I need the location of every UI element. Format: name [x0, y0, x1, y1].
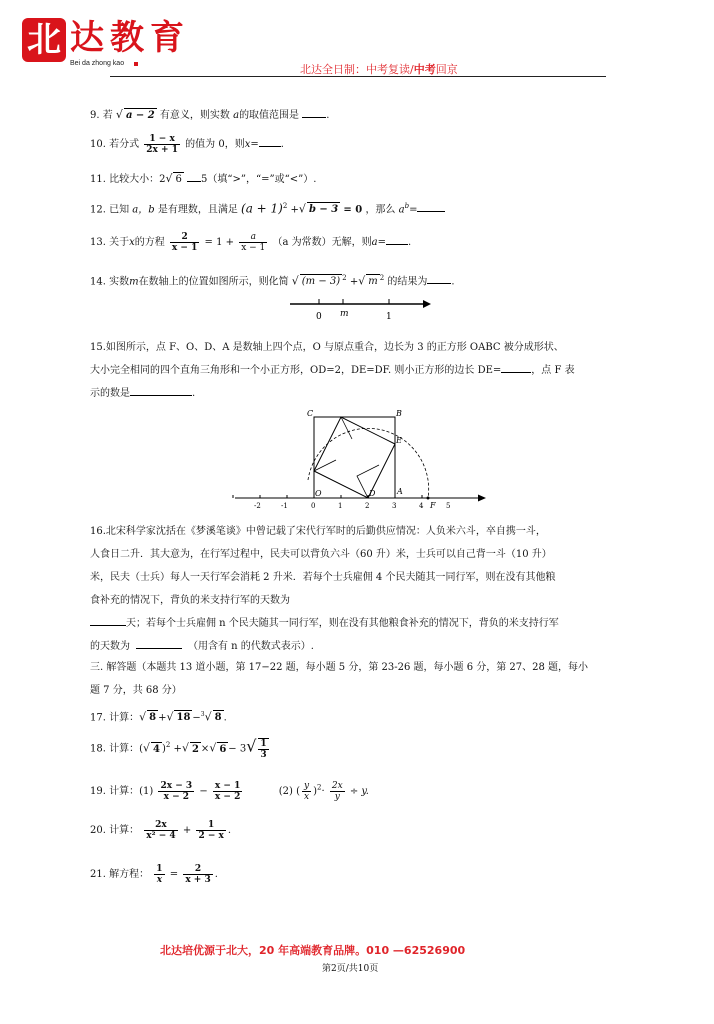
header-rule — [110, 76, 606, 77]
q13-fraction-2 — [239, 232, 267, 253]
q17-number: 17. — [90, 712, 106, 724]
q17-r3: 8 — [214, 712, 222, 724]
q14-answer-blank[interactable] — [427, 274, 451, 284]
tick-label: -1 — [281, 502, 288, 510]
q19-minus: − — [199, 786, 208, 797]
tick-label: 5 — [446, 502, 451, 510]
logo — [22, 14, 212, 76]
tick-label: 2 — [365, 502, 370, 510]
q16-line4: 食补充的情况下，背负的米支持行军的天数为 — [90, 595, 290, 606]
q12-eq: = — [409, 204, 418, 216]
tick-label: 3 — [392, 502, 397, 510]
q17-plus: + — [158, 712, 167, 724]
q21-dot: . — [214, 869, 218, 880]
question-16 — [90, 520, 630, 658]
q17-r1: 8 — [149, 712, 157, 724]
radical-sign: √ — [291, 274, 299, 288]
q11-number: 11. — [90, 174, 106, 185]
q17-pre: 计算： — [109, 712, 140, 724]
question-20 — [90, 820, 231, 841]
q19-dot: · — [321, 786, 325, 797]
q20-number: 20. — [90, 825, 106, 836]
q13-f1-den: x − 1 — [171, 243, 198, 253]
q14-var: m — [129, 276, 139, 288]
radical-sign: √ — [246, 736, 257, 756]
axis-label-0: 0 — [316, 312, 322, 322]
header-slogan — [300, 61, 458, 77]
q15-figure — [230, 408, 490, 518]
q11-answer-blank[interactable] — [187, 172, 201, 182]
q12-expr1: (a + 1) — [241, 201, 283, 216]
q10-answer-blank[interactable] — [259, 137, 281, 147]
section-3-heading — [90, 656, 630, 702]
q17-dot: . — [223, 712, 227, 724]
q16-line6a: 的天数为 — [90, 641, 130, 652]
q18-sup: 2 — [165, 741, 171, 750]
q20-fraction-1 — [144, 820, 177, 841]
slogan-part-a: 北达全日制：中考复读/ — [300, 63, 414, 76]
q15-number: 15. — [90, 342, 106, 353]
q20-f2-den: 2 − x — [198, 831, 224, 841]
q16-line5: 天；若每个士兵雇佣 n 个民夫随其一同行军，则在没有其他粮食补充的情况下，背负的米支持行军 — [126, 618, 559, 629]
q18-paren-open: ( — [139, 743, 143, 755]
label-f: F — [430, 501, 436, 510]
question-21 — [90, 864, 218, 885]
q15-blank-de[interactable] — [501, 363, 531, 373]
q15-blank-f[interactable] — [130, 386, 192, 396]
inner-tilted-square — [314, 417, 395, 498]
axis-label-1: 1 — [386, 312, 392, 322]
q19-end: ÷ y. — [349, 786, 369, 797]
q13-f2-num: a — [239, 232, 267, 243]
q19-fraction-1 — [158, 781, 194, 802]
label-o: O — [315, 489, 322, 498]
q19-pre: 计算：(1) — [109, 786, 154, 797]
logo-dot — [134, 62, 138, 66]
radical-sign: √ — [115, 108, 123, 121]
q18-pre: 计算： — [109, 743, 140, 755]
radical-sign: √ — [181, 741, 189, 755]
axis-arrow — [423, 300, 431, 308]
q13-dot: . — [407, 237, 412, 248]
q17-r2: 18 — [176, 712, 191, 724]
q14-radicand-1: (m − 3) — [301, 276, 341, 288]
question-10 — [90, 134, 284, 155]
q19-f2-num: x − 1 — [214, 781, 241, 791]
q19-f3-num: y — [304, 781, 310, 791]
q12-sup1: 2 — [282, 202, 288, 210]
q18-times: × — [200, 743, 210, 755]
q14-radicand-2: m — [368, 276, 378, 288]
q16-line1: 16.北宋科学家沈括在《梦溪笔谈》中曾记载了宋代行军时的后勤供应情况：人负米六斗，卒自携一斗， — [90, 526, 546, 537]
radical-sign: √ — [166, 710, 174, 724]
q19-f4-num: 2x — [331, 781, 343, 791]
q13-f2-den: x − 1 — [241, 243, 266, 253]
q12-pre: 已知 — [109, 204, 130, 216]
q19-f1-num: 2x − 3 — [160, 781, 193, 791]
label-a: A — [397, 487, 403, 496]
q12-pow-base: a — [398, 204, 405, 216]
q18-minus: − 3 — [228, 743, 247, 755]
q17-minus: − — [192, 712, 201, 724]
point-f — [427, 497, 430, 500]
q9-pre: 若 — [102, 110, 113, 121]
question-19: 19. 计算：(1) $\frac{2x - 3}{x - 2}$ − $\frac{x - 1}{x - 2}$ (2) ( $\frac{y}{x}$ )$^2$· $\frac{2x}{y}$ ÷ y. — [90, 781, 369, 802]
q13-eq2: = — [377, 237, 386, 248]
question-12 — [90, 200, 445, 216]
axis-label-m: m — [340, 309, 349, 319]
axis-arrow — [478, 495, 486, 502]
q12-radicand: b − 3 — [308, 204, 339, 216]
q19-fraction-4 — [330, 781, 345, 802]
slogan-part-c: 回京 — [435, 63, 458, 76]
q18-fraction — [258, 738, 268, 760]
label-e: E — [396, 436, 402, 445]
q9-answer-blank[interactable] — [302, 108, 326, 118]
q20-f2-num: 1 — [196, 820, 225, 831]
page-number: 第2页/共10页 — [322, 964, 379, 974]
q15-line2a: 大小完全相同的四个直角三角形和一个小正方形，OD=2，DE=DF. 则小正方形的边长 DE= — [90, 365, 502, 376]
q9-var: a — [233, 110, 240, 121]
q13-f1-num: 2 — [170, 232, 199, 243]
q12-plus: + — [290, 204, 299, 216]
q14-plus: + — [349, 276, 359, 288]
q14-sup: 2 — [342, 274, 347, 282]
q18-number: 18. — [90, 743, 106, 755]
question-15 — [90, 336, 630, 405]
q12-answer-blank[interactable] — [417, 202, 445, 212]
square-oabc — [314, 417, 395, 498]
q16-line3: 米，民夫（士兵）每人一天行军会消耗 2 升米．若每个士兵雇佣 4 个民夫随其一同行军，则在没有其他粮 — [90, 572, 556, 583]
radical-sign: √ — [143, 741, 151, 755]
label-b: B — [396, 409, 402, 418]
q17-cube-index: 3 — [200, 711, 205, 718]
footer-ad: 北达培优源于北大，20 年高端教育品牌。010 —62526900 — [160, 944, 466, 957]
q14-sup-2: 2 — [379, 274, 385, 282]
q13-note: （a 为常数）无解，则 — [272, 237, 372, 248]
q19-fraction-3 — [302, 781, 311, 802]
radical-sign: √ — [209, 741, 217, 755]
q18-r3: 6 — [219, 743, 227, 755]
q16-blank-2[interactable] — [136, 639, 182, 649]
q12-pow-exp: b — [404, 202, 410, 210]
q21-number: 21. — [90, 869, 106, 880]
question-13 — [90, 232, 411, 253]
q20-f1-den: x² − 4 — [146, 831, 176, 841]
q21-f2-den: x + 3 — [185, 875, 211, 885]
q14-mid: 在数轴上的位置如图所示，则化简 — [138, 276, 289, 288]
q15-line2b: ，点 F 表 — [531, 365, 575, 376]
q10-pre: 若分式 — [109, 139, 140, 150]
tick-label: -2 — [254, 502, 261, 510]
q13-eq: = 1 + — [204, 237, 235, 248]
q18-plus: + — [173, 743, 182, 755]
q11-coef: 2 — [159, 174, 166, 185]
q13-fraction-1 — [170, 232, 199, 253]
q20-f1-num: 2x — [144, 820, 177, 831]
radical-sign: √ — [298, 202, 306, 216]
q12-number: 12. — [90, 204, 106, 216]
q20-dot: . — [227, 825, 232, 836]
q15-line1: 如图所示，点 F、O、D、A 是数轴上四个点，O 与原点重合，边长为 3 的正方形 OABC 被分成形状、 — [105, 342, 564, 353]
q19-f3-den: x — [304, 792, 310, 802]
logo-seal: 北 — [22, 18, 66, 62]
q13-mid: 的方程 — [134, 237, 165, 248]
q9-dot: . — [326, 110, 330, 121]
question-11 — [90, 172, 316, 186]
q20-pre: 计算： — [109, 825, 140, 836]
q12-mid: 是有理数，且满足 — [157, 204, 238, 216]
q19-f2-den: x − 2 — [214, 792, 241, 802]
q15-dot: . — [192, 388, 196, 399]
q10-var: x — [244, 139, 251, 150]
q21-f2-num: 2 — [183, 864, 212, 875]
q16-line6b: （用含有 n 的代数式表示）. — [188, 641, 314, 652]
section3-line1: 三. 解答题（本题共 13 道小题，第 17−22 题，每小题 5 分，第 23-26 题，每小题 6 分，第 27、28 题，每小 — [90, 662, 589, 673]
q10-post: 的值为 0，则 — [185, 139, 245, 150]
q12-vars: a，b — [132, 204, 155, 216]
q21-pre: 解方程： — [109, 869, 150, 880]
q13-var: x — [129, 237, 135, 248]
q21-f1-den: x — [156, 875, 163, 885]
q21-f1-num: 1 — [156, 864, 163, 874]
q21-fraction-2 — [183, 864, 212, 885]
q16-line2: 人食日二升．其大意为，在行军过程中，民夫可以背负六斗（60 升）米，士兵可以自己背一斗（10 升） — [90, 549, 552, 560]
q19-sup: 2 — [317, 783, 322, 792]
logo-text: 达教育 — [70, 18, 190, 58]
q11-radicand: 6 — [175, 174, 182, 185]
radical-sign: √ — [204, 710, 212, 724]
q14-number-line — [285, 294, 435, 324]
q10-eq: = — [250, 139, 259, 150]
q11-pre: 比较大小： — [109, 174, 160, 185]
q19-part2: (2) — [278, 786, 293, 797]
q13-pre: 关于 — [109, 237, 130, 248]
question-9 — [90, 108, 329, 122]
arc-dashed — [308, 428, 429, 498]
q14-dot: . — [451, 276, 455, 288]
q20-plus: + — [182, 825, 192, 836]
q13-var2: a — [371, 237, 378, 248]
q19-fraction-2 — [213, 781, 242, 802]
q19-f1-den: x − 2 — [163, 792, 190, 802]
q9-end: 的取值范围是 — [239, 110, 300, 121]
q9-post: 有意义，则实数 — [159, 110, 230, 121]
q18-f-den: 3 — [260, 750, 267, 760]
q14-number: 14. — [90, 276, 106, 288]
q13-answer-blank[interactable] — [386, 235, 408, 245]
q18-f-num: 1 — [260, 739, 267, 749]
q21-fraction-1 — [154, 864, 164, 885]
q11-mid: 5（填“>”，“=”或“<”）. — [201, 174, 317, 185]
tick-label: 0 — [311, 502, 316, 510]
q15-line3: 示的数是 — [90, 388, 130, 399]
q9-radicand: a − 2 — [125, 110, 155, 121]
question-14 — [90, 272, 455, 288]
label-c: C — [307, 409, 314, 418]
section3-line2: 题 7 分，共 68 分） — [90, 685, 182, 696]
q10-number: 10. — [90, 139, 106, 150]
q19-f4-den: y — [334, 792, 340, 802]
q10-frac-num: 1 − x — [144, 134, 180, 145]
question-18 — [90, 738, 271, 760]
q10-frac-den: 2x + 1 — [146, 145, 178, 155]
q13-number: 13. — [90, 237, 106, 248]
question-17 — [90, 708, 227, 724]
q14-post: 的结果为 — [387, 276, 428, 288]
q12-post: ，那么 — [365, 204, 396, 216]
q9-number: 9. — [90, 110, 100, 121]
radical-sign: √ — [358, 274, 366, 288]
q20-fraction-2 — [196, 820, 225, 841]
radical-sign: √ — [139, 710, 147, 724]
q10-dot: . — [280, 139, 284, 150]
logo-pinyin: Bei da zhong kao — [70, 60, 125, 67]
q16-blank-1[interactable] — [90, 616, 126, 626]
q14-pre: 实数 — [109, 276, 130, 288]
q18-r1: 4 — [153, 743, 160, 755]
q12-eq0: = 0 — [343, 204, 363, 216]
q18-paren-close: ) — [161, 743, 166, 755]
label-d: D — [369, 489, 376, 498]
tick-label: 1 — [338, 502, 343, 510]
q19-number: 19. — [90, 786, 106, 797]
q21-eq: = — [169, 869, 179, 880]
radical-sign: √ — [165, 172, 173, 185]
q10-fraction — [144, 134, 180, 155]
q18-r2: 2 — [191, 743, 199, 755]
tick-label: 4 — [419, 502, 424, 510]
slogan-part-b: 中考 — [413, 63, 436, 76]
